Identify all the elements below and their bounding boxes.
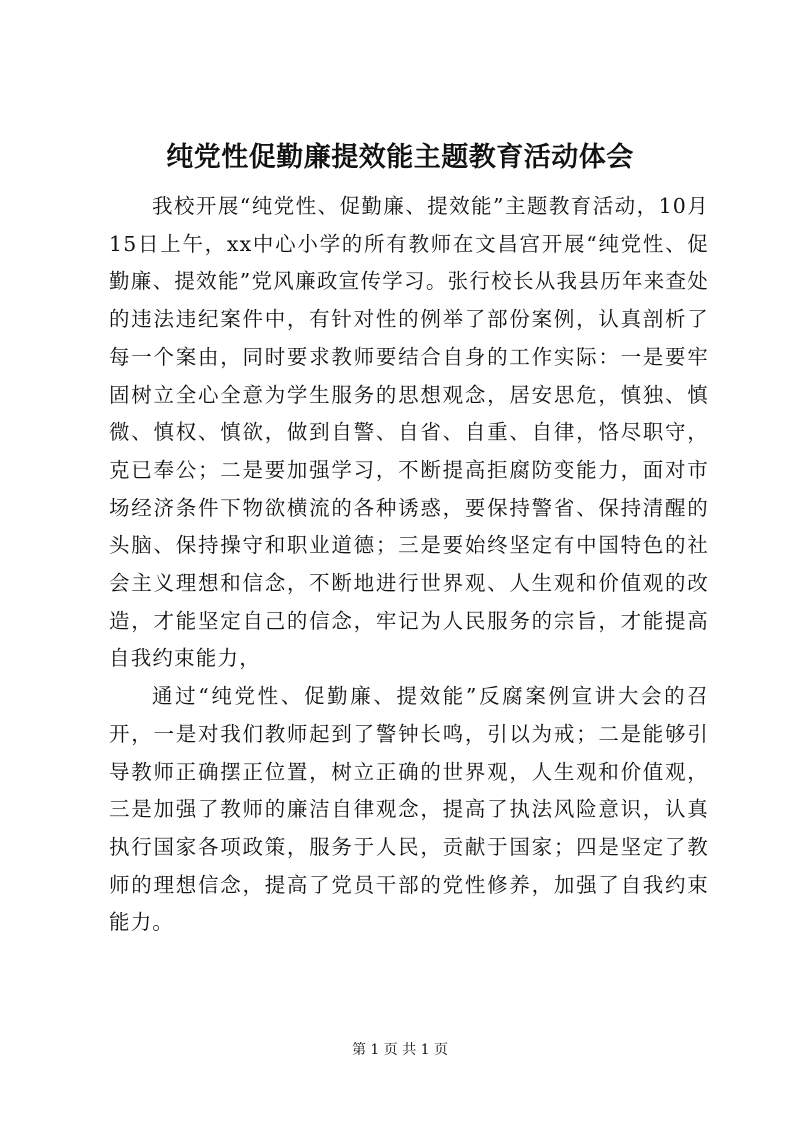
document-title: 纯党性促勤廉提效能主题教育活动体会: [166, 142, 634, 173]
body-paragraph-2: 通过“纯党性、促勤廉、提效能”反腐案例宣讲大会的召开，一是对我们教师起到了警钟长鸣，引以为戒；二是能够引导教师正确摆正位置，树立正确的世界观，人生观和价值观，三是加强了教师的廉洁自律观念，提高了执法风险意识，认真执行国家各项政策，服务于人民，贡献于国家；四是坚定了教师的理想信念，提高了党员干部的党性修养，加强了自我约束能力。: [109, 684, 709, 935]
body-paragraph-1: 我校开展“纯党性、促勤廉、提效能”主题教育活动，10月15日上午，xx中心小学的所有教师在文昌宫开展“纯党性、促勤廉、提效能”党风廉政宣传学习。张行校长从我县历年来查处的违法违纪案件中，有针对性的例举了部份案例，认真剖析了每一个案由，同时要求教师要结合自身的工作实际：一是要牢固树立全心全意为学生服务的思想观念，居安思危，慎独、慎微、慎权、慎欲，做到自警、自省、自重、自律，恪尽职守，克已奉公；二是要加强学习，不断提高拒腐防变能力，面对市场经济条件下物欲横流的各种诱惑，要保持警省、保持清醒的头脑、保持操守和职业道德；三是要始终坚定有中国特色的社会主义理想和信念，不断地进行世界观、人生观和价值观的改造，才能坚定自己的信念，牢记为人民服务的宗旨，才能提高自我约束能力，: [109, 194, 709, 671]
document-body: [109, 188, 709, 942]
page-footer: 第 1 页 共 1 页: [351, 1042, 449, 1058]
